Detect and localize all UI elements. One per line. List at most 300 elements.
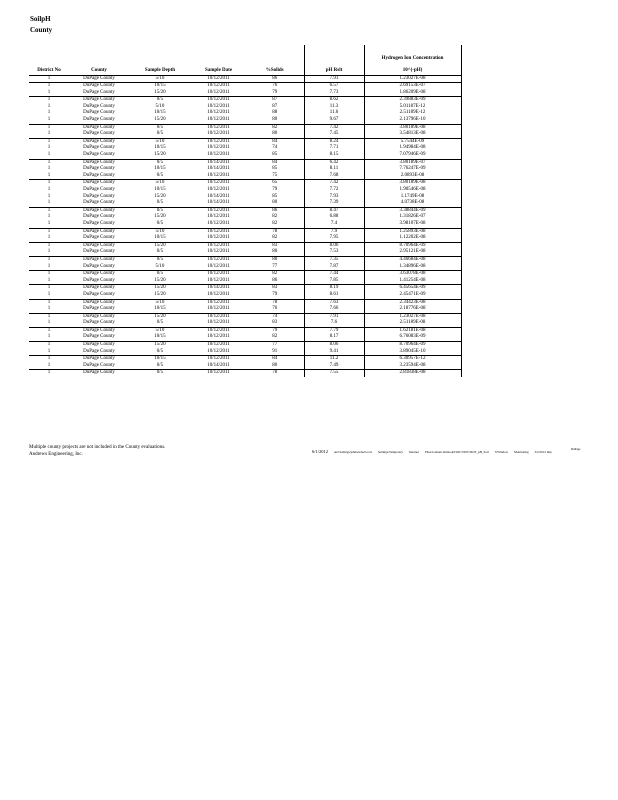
county-cell: DuPage County	[83, 103, 115, 109]
hydrogen-cell: 1.31826E-07	[364, 214, 461, 221]
county-cell: DuPage County	[69, 313, 129, 320]
ph-cell: 7.55	[304, 370, 364, 377]
solids-cell: 74	[246, 313, 304, 320]
county-cell: DuPage County	[69, 342, 129, 349]
date-cell: 10/12/2011	[207, 103, 230, 109]
district-cell: 1	[47, 362, 51, 368]
hydrogen-cell: 5.01187E-12	[364, 104, 461, 111]
county-cell: DuPage County	[83, 152, 115, 158]
table-row	[29, 285, 461, 292]
district-cell: 1	[47, 145, 51, 151]
solids-cell: 83	[246, 285, 304, 292]
depth-cell: 15/20	[129, 242, 191, 249]
depth-cell: 5/10	[129, 327, 191, 334]
district-cell: 1	[29, 327, 69, 334]
header-sample-date: Sample Date	[204, 67, 233, 73]
depth-cell: 5/10	[155, 103, 165, 109]
ph-cell: 7.4	[304, 221, 364, 228]
depth-cell: 15/20	[129, 285, 191, 292]
depth-cell: 10/15	[154, 145, 166, 151]
district-cell: 1	[47, 220, 51, 226]
county-cell: DuPage County	[83, 117, 115, 123]
district-cell: 1	[29, 256, 69, 263]
hydrogen-cell: 4.46684E-08	[364, 256, 461, 263]
district-cell: 1	[29, 299, 69, 306]
district-cell: 1	[47, 320, 51, 326]
date-cell: 10/12/2011	[207, 145, 230, 151]
county-cell: DuPage County	[69, 228, 129, 235]
district-cell: 1	[29, 124, 69, 131]
depth-cell: 0/5	[129, 159, 191, 166]
depth-cell: 15/20	[154, 89, 166, 95]
ph-cell: 6.42	[304, 159, 364, 166]
depth-cell: 10/15	[154, 334, 166, 340]
county-cell: DuPage County	[83, 334, 115, 340]
depth-cell: 15/20	[154, 277, 166, 283]
table-row	[29, 299, 461, 306]
table-row	[29, 200, 461, 207]
depth-cell: 5/10	[129, 228, 191, 235]
table-row	[29, 152, 461, 159]
date-cell: 10/12/2011	[207, 131, 230, 137]
solids-cell: 88	[246, 110, 304, 117]
table-row	[29, 187, 461, 194]
depth-cell: 5/10	[129, 75, 191, 83]
solids-cell: 77	[246, 264, 304, 271]
ph-cell: 7.42	[304, 124, 364, 131]
district-cell: 1	[29, 342, 69, 349]
date-cell: 10/12/2011	[207, 235, 230, 241]
ph-cell: 11.6	[304, 110, 364, 117]
date-cell: 10/12/2011	[207, 172, 230, 178]
hydrogen-cell: 1.23027E-08	[364, 75, 461, 83]
date-cell: 10/12/2011	[191, 228, 246, 235]
solids-cell: 91	[246, 349, 304, 356]
county-cell: DuPage County	[83, 263, 115, 269]
ph-cell: 7.68	[304, 173, 364, 180]
footer-path-segment: Monitoring	[514, 450, 529, 454]
date-cell: 10/12/2011	[207, 334, 230, 340]
solids-cell: 79	[246, 292, 304, 299]
table-row	[29, 145, 461, 152]
solids-cell: 76	[246, 306, 304, 313]
ph-cell: 7.53	[304, 249, 364, 256]
ph-cell: 8.17	[304, 334, 364, 341]
county-cell: DuPage County	[69, 256, 129, 263]
ph-cell: 8.19	[304, 285, 364, 292]
solids-cell: 86	[246, 207, 304, 214]
header-sample-depth: Sample Depth	[144, 67, 176, 73]
hydrogen-cell: 6.45654E-09	[364, 285, 461, 292]
hydrogen-cell: 2.34423E-08	[364, 299, 461, 306]
table-row	[29, 356, 461, 363]
depth-cell: 15/20	[154, 193, 166, 199]
hydrogen-cell: 1.1749E-08	[364, 194, 461, 201]
table-row	[29, 278, 461, 285]
depth-cell: 5/10	[129, 299, 191, 306]
district-cell: 1	[47, 291, 51, 297]
district-cell: 1	[29, 285, 69, 292]
date-cell: 10/12/2011	[191, 370, 246, 377]
header-county: County	[91, 67, 107, 73]
date-cell: 10/12/2011	[207, 89, 230, 95]
date-cell: 10/12/2011	[207, 249, 230, 255]
date-cell: 10/14/2011	[207, 166, 230, 172]
table-header-row	[29, 45, 461, 75]
district-cell: 1	[47, 263, 51, 269]
table-row	[29, 97, 461, 104]
solids-cell: 79	[246, 187, 304, 194]
date-cell: 10/12/2011	[207, 277, 230, 283]
county-cell: DuPage County	[69, 271, 129, 278]
solids-cell: 87	[246, 97, 304, 104]
solids-cell: 78	[246, 228, 304, 235]
district-cell: 1	[29, 75, 69, 83]
solids-cell: 85	[246, 152, 304, 159]
district-cell: 1	[47, 117, 51, 123]
table-row	[29, 271, 461, 278]
district-cell: 1	[29, 180, 69, 187]
district-cell: 1	[29, 271, 69, 278]
date-cell: 10/14/2011	[207, 362, 230, 368]
depth-cell: 15/20	[154, 291, 166, 297]
solids-cell: 82	[246, 235, 304, 242]
ph-cell: 7.42	[304, 180, 364, 187]
district-cell: 1	[47, 131, 51, 137]
date-cell: 10/12/2011	[207, 110, 230, 116]
hydrogen-cell: 3.80189E-08	[364, 124, 461, 131]
ph-cell: 7.9	[304, 228, 364, 235]
district-cell: 1	[47, 187, 51, 192]
solids-cell: 78	[246, 299, 304, 306]
ph-cell: 7.71	[304, 145, 364, 152]
hydrogen-cell: 3.38844E-09	[364, 207, 461, 214]
depth-cell: 15/20	[154, 152, 166, 158]
solids-cell: 80	[246, 363, 304, 370]
hydrogen-cell: 2.45471E-09	[364, 292, 461, 299]
county-cell: DuPage County	[83, 214, 115, 220]
district-cell: 1	[29, 207, 69, 214]
hydrogen-cell: 2.18776E-08	[364, 306, 461, 313]
depth-cell: 10/15	[154, 306, 166, 312]
district-cell: 1	[47, 348, 51, 354]
depth-cell: 10/15	[154, 166, 166, 172]
hydrogen-cell: 1.62181E-08	[364, 327, 461, 334]
hydrogen-cell: 1.12202E-08	[364, 235, 461, 242]
depth-cell: 0/5	[156, 320, 164, 326]
footer-path-segment: Files/Content.Outlook/I3OC53NV/DOT_pH_Soil	[424, 450, 489, 454]
solids-cell: 80	[246, 249, 304, 256]
solids-cell: 82	[246, 334, 304, 341]
ph-cell: 11.2	[304, 356, 364, 363]
ph-cell: 7.45	[304, 131, 364, 138]
hydrogen-cell: 1.25893E-08	[364, 228, 461, 235]
solids-cell: 82	[246, 214, 304, 221]
table-row	[29, 306, 461, 313]
district-cell: 1	[47, 277, 51, 283]
county-cell: DuPage County	[69, 97, 129, 104]
hydrogen-cell: 1.94984E-08	[364, 145, 461, 152]
county-cell: DuPage County	[83, 277, 115, 283]
county-cell: DuPage County	[69, 180, 129, 187]
ph-cell: 8.24	[304, 138, 364, 145]
table-row	[29, 194, 461, 201]
ph-cell: 6.88	[304, 214, 364, 221]
hydrogen-cell: 2.69153E-07	[364, 83, 461, 90]
district-cell: 1	[29, 242, 69, 249]
district-cell: 1	[29, 370, 69, 377]
date-cell: 10/12/2011	[207, 220, 230, 226]
table-row	[29, 207, 461, 214]
depth-cell: 15/20	[154, 117, 166, 123]
table-row	[29, 320, 461, 327]
county-cell: DuPage County	[83, 172, 115, 178]
county-cell: DuPage County	[69, 327, 129, 334]
table-row	[29, 166, 461, 173]
county-cell: DuPage County	[69, 75, 129, 83]
county-cell: DuPage County	[69, 299, 129, 306]
header-district: District No	[37, 67, 61, 73]
date-cell: 10/12/2011	[191, 327, 246, 334]
footer-path-segment: 3/Window	[494, 450, 509, 454]
county-cell: DuPage County	[69, 83, 129, 90]
county-cell: DuPage County	[83, 187, 115, 192]
county-cell: DuPage County	[83, 348, 115, 354]
hydrogen-cell: 3.80189E-08	[364, 180, 461, 187]
depth-cell: 10/15	[129, 356, 191, 363]
ph-cell: 8.15	[304, 152, 364, 159]
table-row	[29, 363, 461, 370]
table-row	[29, 242, 461, 249]
depth-cell: 10/15	[154, 187, 166, 192]
ph-cell: 9.67	[304, 117, 364, 124]
hydrogen-cell: 8.70964E-09	[364, 242, 461, 249]
date-cell: 10/14/2011	[207, 200, 230, 206]
ph-cell: 7.72	[304, 187, 364, 194]
footer-date: 6/1/2012	[312, 449, 329, 454]
footer-path-segment: and Settings/johnwiens/Local	[334, 450, 372, 454]
district-cell: 1	[47, 103, 51, 109]
district-cell: 1	[47, 152, 51, 158]
hydrogen-cell: 7.76247E-09	[364, 166, 461, 173]
date-cell: 10/12/2011	[191, 256, 246, 263]
hydrogen-cell: 3.54813E-08	[364, 131, 461, 138]
solids-cell: 77	[246, 342, 304, 349]
solids-cell: 79	[246, 327, 304, 334]
ph-cell: 7.87	[304, 264, 364, 271]
hydrogen-cell: 5.7544E-09	[364, 138, 461, 145]
county-cell: DuPage County	[83, 362, 115, 368]
date-cell: 10/12/2011	[191, 313, 246, 320]
solids-cell: 84	[246, 159, 304, 166]
county-cell: DuPage County	[83, 220, 115, 226]
county-cell: DuPage County	[83, 306, 115, 312]
district-cell: 1	[47, 214, 51, 220]
table-row	[29, 292, 461, 299]
ph-cell: 7.85	[304, 278, 364, 285]
county-cell: DuPage County	[83, 110, 115, 116]
hydrogen-cell: 3.89045E-10	[364, 349, 461, 356]
solids-cell: 80	[246, 117, 304, 124]
ph-cell: 6.57	[304, 83, 364, 90]
solids-cell: 83	[246, 242, 304, 249]
ph-cell: 8.06	[304, 242, 364, 249]
ph-cell: 8.06	[304, 342, 364, 349]
district-cell: 1	[29, 228, 69, 235]
table-row	[29, 104, 461, 111]
district-cell: 1	[47, 166, 51, 172]
date-cell: 10/12/2011	[207, 187, 230, 192]
header-solids: %Solids	[246, 45, 304, 75]
date-cell: 10/12/2011	[207, 348, 230, 354]
ph-cell: 7.79	[304, 327, 364, 334]
depth-cell: 0/5	[156, 131, 164, 137]
district-cell: 1	[47, 89, 51, 95]
county-cell: DuPage County	[83, 131, 115, 137]
report-title-block	[30, 14, 52, 36]
solids-cell: 87	[246, 104, 304, 111]
solids-cell: 74	[246, 145, 304, 152]
district-cell: 1	[29, 138, 69, 145]
solids-cell: 76	[246, 83, 304, 90]
solids-cell: 85	[246, 194, 304, 201]
hydrogen-cell: 7.07946E-09	[364, 152, 461, 159]
county-cell: DuPage County	[83, 291, 115, 297]
table-row	[29, 313, 461, 320]
county-cell: DuPage County	[69, 138, 129, 145]
county-cell: DuPage County	[83, 200, 115, 206]
table-row	[29, 256, 461, 263]
county-cell: DuPage County	[83, 249, 115, 255]
depth-cell: 0/5	[156, 172, 164, 178]
depth-cell: 5/10	[129, 180, 191, 187]
hydrogen-cell: 2.95121E-08	[364, 249, 461, 256]
solids-cell: 84	[246, 356, 304, 363]
depth-cell: 0/5	[156, 200, 164, 206]
date-cell: 10/12/2011	[191, 356, 246, 363]
district-cell: 1	[47, 193, 51, 199]
solids-cell: 75	[246, 173, 304, 180]
depth-cell: 0/5	[129, 97, 191, 104]
district-cell: 1	[29, 83, 69, 90]
ph-cell: 11.3	[304, 104, 364, 111]
table-row	[29, 249, 461, 256]
hydrogen-cell: 3.63078E-08	[364, 271, 461, 278]
date-cell: 10/12/2011	[207, 263, 230, 269]
ph-cell: 8.61	[304, 292, 364, 299]
date-cell: 10/12/2011	[191, 138, 246, 145]
county-cell: DuPage County	[69, 207, 129, 214]
table-row	[29, 349, 461, 356]
table-row	[29, 327, 461, 334]
date-cell: 10/12/2011	[207, 117, 230, 123]
footer-path-segment: Internet	[408, 450, 419, 454]
district-cell: 1	[47, 235, 51, 241]
date-cell: 10/12/2011	[191, 242, 246, 249]
header-hydrogen-ion-formula: 10^(-pH)	[402, 67, 423, 73]
table-row	[29, 228, 461, 235]
hydrogen-cell: 3.23594E-08	[364, 363, 461, 370]
table-row	[29, 235, 461, 242]
table-row	[29, 124, 461, 131]
table-row	[29, 173, 461, 180]
solids-cell: 65	[246, 180, 304, 187]
table-row	[29, 342, 461, 349]
footer-path-segment: 3/2/2012 tmp	[534, 450, 552, 454]
table-row	[29, 214, 461, 221]
county-cell: DuPage County	[83, 166, 115, 172]
solids-cell: 82	[246, 271, 304, 278]
report-title: SoilpH	[30, 15, 51, 23]
solids-cell: 82	[246, 124, 304, 131]
solids-cell: 84	[246, 138, 304, 145]
hydrogen-cell: 3.98107E-08	[364, 221, 461, 228]
table-row	[29, 83, 461, 90]
ph-cell: 7.39	[304, 200, 364, 207]
date-cell: 10/12/2011	[191, 271, 246, 278]
date-cell: 10/12/2011	[191, 207, 246, 214]
solids-cell: 86	[246, 75, 304, 83]
date-cell: 10/14/2011	[207, 193, 230, 199]
solids-cell: 79	[246, 90, 304, 97]
ph-cell: 7.73	[304, 90, 364, 97]
hydrogen-cell: 1.34896E-08	[364, 264, 461, 271]
solids-cell: 80	[246, 200, 304, 207]
date-cell: 10/12/2011	[207, 320, 230, 326]
hydrogen-cell: 8.70964E-09	[364, 342, 461, 349]
date-cell: 10/12/2011	[191, 83, 246, 90]
ph-cell: 7.6	[304, 320, 364, 327]
date-cell: 10/12/2011	[191, 342, 246, 349]
depth-cell: 0/5	[129, 271, 191, 278]
ph-cell: 8.47	[304, 207, 364, 214]
table-body	[29, 75, 461, 377]
depth-cell: 10/15	[129, 83, 191, 90]
date-cell: 10/12/2011	[191, 124, 246, 131]
county-cell: DuPage County	[83, 320, 115, 326]
table-row	[29, 180, 461, 187]
county-cell: DuPage County	[83, 89, 115, 95]
depth-cell: 0/5	[129, 124, 191, 131]
table-row	[29, 370, 461, 377]
hydrogen-cell: 2.51189E-12	[364, 110, 461, 117]
table-row	[29, 159, 461, 166]
depth-cell: 5/10	[129, 138, 191, 145]
solids-cell: 85	[246, 166, 304, 173]
depth-cell: 10/15	[154, 235, 166, 241]
depth-cell: 15/20	[129, 313, 191, 320]
ph-cell: 7.63	[304, 299, 364, 306]
hydrogen-cell: 1.86209E-08	[364, 90, 461, 97]
ph-cell: 7.91	[304, 75, 364, 83]
hydrogen-cell: 4.0738E-08	[364, 200, 461, 207]
table-row	[29, 131, 461, 138]
ph-cell: 7.35	[304, 256, 364, 263]
footnote-text: Multiple county projects are not included in the County evaluations.	[29, 445, 166, 450]
company-name: Andrews Engineering, Inc.	[29, 452, 83, 457]
depth-cell: 0/5	[156, 220, 164, 226]
solids-cell: 86	[246, 278, 304, 285]
depth-cell: 0/5	[156, 249, 164, 255]
solids-cell: 80	[246, 131, 304, 138]
hydrogen-cell: 2.13796E-10	[364, 117, 461, 124]
hydrogen-cell: 2.39883E-09	[364, 97, 461, 104]
header-ph-result: pH Rslt	[304, 45, 364, 75]
table-row	[29, 221, 461, 228]
ph-cell: 7.91	[304, 313, 364, 320]
table-row	[29, 334, 461, 341]
county-cell: DuPage County	[69, 370, 129, 377]
